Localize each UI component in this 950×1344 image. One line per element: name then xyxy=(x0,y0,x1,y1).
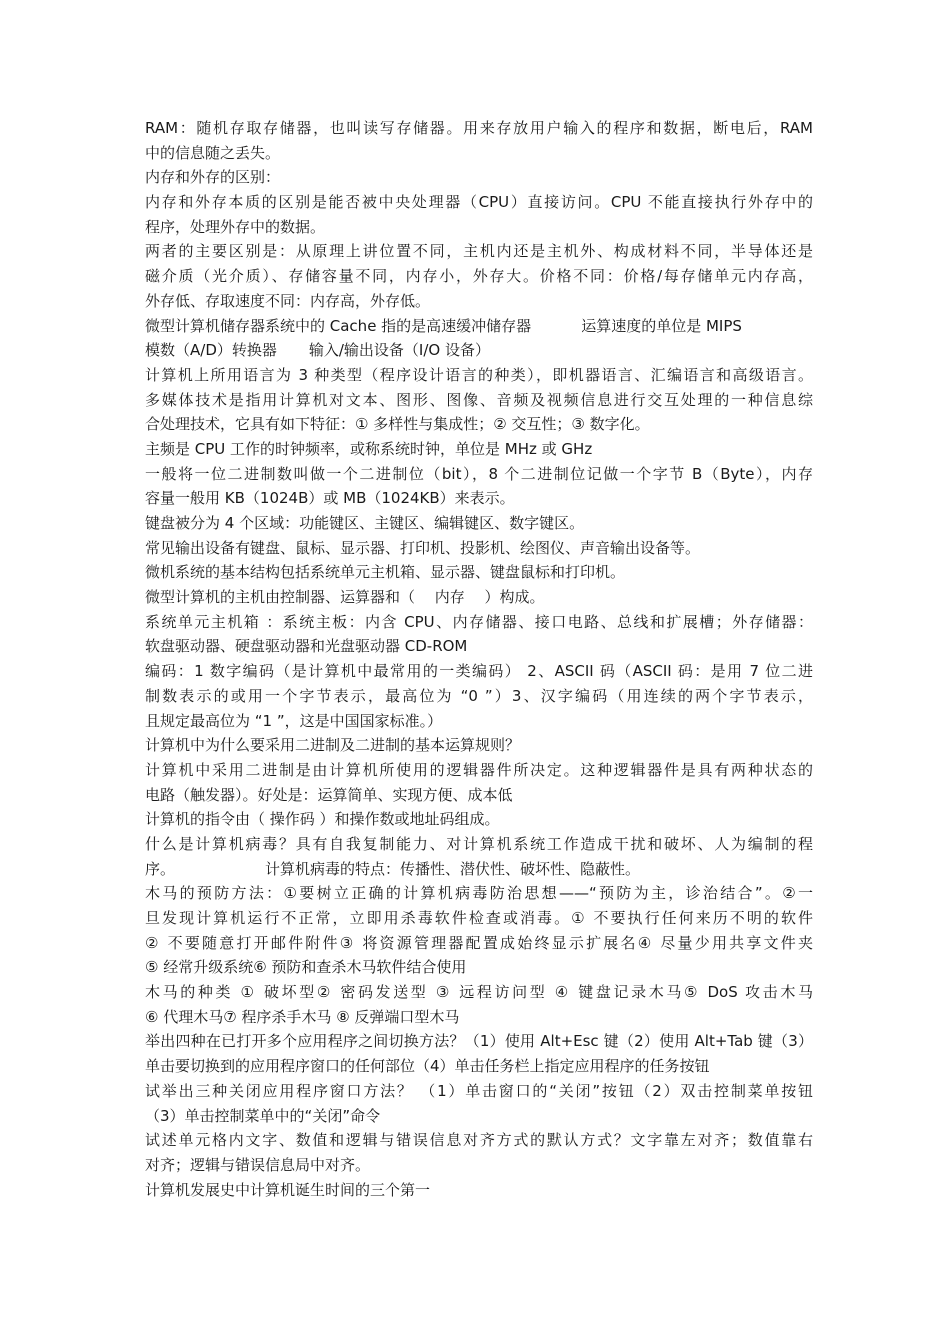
text-line: 一般将一位二进制数叫做一个二进制位（bit），8 个二进制位记做一个字节 B（Byte），内存 xyxy=(145,464,813,483)
text-segment: 微型计算机储存器系统中的 Cache 指的是高速缓冲储存器 xyxy=(145,316,532,335)
text-line-two-part xyxy=(145,338,813,363)
text-line: 计算机中采用二进制是由计算机所使用的逻辑器件所决定。这种逻辑器件是具有两种状态的 xyxy=(145,760,813,779)
text-line: 计算机发展史中计算机诞生时间的三个第一 xyxy=(145,1180,431,1199)
text-line: ⑤ 经常升级系统⑥ 预防和查杀木马软件结合使用 xyxy=(145,958,467,977)
text-segment: 运算速度的单位是 MIPS xyxy=(581,316,742,335)
text-line: 多媒体技术是指用计算机对文本、图形、图像、音频及视频信息进行交互处理的一种信息综 xyxy=(145,390,813,409)
text-segment: 模数（A/D）转换器 xyxy=(145,341,277,360)
text-line: 且规定最高位为 “1 ”，这是中国国家标准。） xyxy=(145,711,443,730)
text-line: 内存和外存本质的区别是能否被中央处理器（CPU）直接访问。CPU 不能直接执行外存中的 xyxy=(145,193,813,212)
text-line: 计算机上所用语言为 3 种类型（程序设计语言的种类），即机器语言、汇编语言和高级语言。 xyxy=(145,365,813,384)
text-line: 木马的预防方法：①要树立正确的计算机病毒防治思想——“预防为主，诊治结合”。②一 xyxy=(145,884,813,903)
text-line: 举出四种在已打开多个应用程序之间切换方法？（1）使用 Alt+Esc 键（2）使用 Alt+Tab 键（3） xyxy=(145,1032,813,1051)
text-line: 程序，处理外存中的数据。 xyxy=(145,217,326,236)
text-line: 木马的种类 ① 破坏型② 密码发送型 ③ 远程访问型 ④ 键盘记录木马⑤ DoS 攻击木马 xyxy=(145,983,813,1002)
text-segment: 输入/输出设备（I/O 设备） xyxy=(308,341,490,360)
text-line: 中的信息随之丢失。 xyxy=(145,143,281,162)
text-line: 对齐；逻辑与错误信息局中对齐。 xyxy=(145,1155,371,1174)
text-line: 计算机中为什么要采用二进制及二进制的基本运算规则？ xyxy=(145,736,521,755)
text-line: 内存和外存的区别： xyxy=(145,168,281,187)
text-line: 容量一般用 KB（1024B）或 MB（1024KB）来表示。 xyxy=(145,489,515,508)
text-line: ⑥ 代理木马⑦ 程序杀手木马 ⑧ 反弹端口型木马 xyxy=(145,1007,460,1026)
text-line: RAM：随机存取存储器，也叫读写存储器。用来存放用户输入的程序和数据，断电后，RAM xyxy=(145,119,813,137)
text-line: 主频是 CPU 工作的时钟频率，或称系统时钟，单位是 MHz 或 GHz xyxy=(145,439,593,458)
text-line: ② 不要随意打开邮件附件③ 将资源管理器配置成始终显示扩展名④ 尽量少用共享文件夹 xyxy=(145,933,813,952)
text-line: 什么是计算机病毒？具有自我复制能力、对计算机系统工作造成干扰和破坏、人为编制的程 xyxy=(145,834,813,853)
text-line: 试述单元格内文字、数值和逻辑与错误信息对齐方式的默认方式？文字靠左对齐；数值靠右 xyxy=(145,1131,813,1150)
text-line: 旦发现计算机运行不正常，立即用杀毒软件检查或消毒。① 不要执行任何来历不明的软件 xyxy=(145,909,813,927)
text-line: 键盘被分为 4 个区域：功能键区、主键区、编辑键区、数字键区。 xyxy=(145,514,585,532)
text-line: 外存低、存取速度不同：内存高，外存低。 xyxy=(145,291,431,310)
text-line: 合处理技术，它具有如下特征：① 多样性与集成性；② 交互性；③ 数字化。 xyxy=(145,415,650,434)
text-segment: 序。 xyxy=(145,859,176,878)
text-line: 软盘驱动器、硬盘驱动器和光盘驱动器 CD-ROM xyxy=(145,637,468,656)
text-line: 常见输出设备有键盘、鼠标、显示器、打印机、投影机、绘图仪、声音输出设备等。 xyxy=(145,538,701,557)
text-line: 微型计算机的主机由控制器、运算器和（ 内存 ）构成。 xyxy=(145,588,545,607)
text-line: 微机系统的基本结构包括系统单元主机箱、显示器、键盘鼠标和打印机。 xyxy=(145,563,626,582)
text-line: 计算机的指令由（ 操作码 ）和操作数或地址码组成。 xyxy=(145,810,500,829)
text-line: 单击要切换到的应用程序窗口的任何部位（4）单击任务栏上指定应用程序的任务按钮 xyxy=(145,1057,710,1076)
text-line: 系统单元主机箱 ：系统主板：内含 CPU、内存储器、接口电路、总线和扩展槽；外存储器： xyxy=(145,612,813,631)
text-line: （3）单击控制菜单中的“关闭”命令 xyxy=(145,1106,381,1125)
text-line: 电路（触发器）。好处是：运算简单、实现方便、成本低 xyxy=(145,785,513,804)
text-line: 两者的主要区别是：从原理上讲位置不同，主机内还是主机外、构成材料不同，半导体还是 xyxy=(145,242,813,261)
text-line: 制数表示的或用一个字节表示，最高位为 “0 ”）3、汉字编码（用连续的两个字节表示， xyxy=(145,686,813,705)
text-segment: 计算机病毒的特点：传播性、潜伏性、破坏性、隐蔽性。 xyxy=(265,859,641,878)
text-line: 磁介质（光介质）、存储容量不同，内存小，外存大。价格不同：价格/每存储单元内存高， xyxy=(145,267,813,286)
document-body xyxy=(145,116,813,1202)
text-line: 编码：1 数字编码（是计算机中最常用的一类编码） 2、ASCII 码（ASCII 码：是用 7 位二进 xyxy=(145,662,813,681)
text-line: 试举出三种关闭应用程序窗口方法？ （1）单击窗口的“关闭”按钮（2）双击控制菜单按钮 xyxy=(145,1081,813,1100)
text-line-two-part xyxy=(145,857,813,882)
text-line-two-part xyxy=(145,314,813,339)
